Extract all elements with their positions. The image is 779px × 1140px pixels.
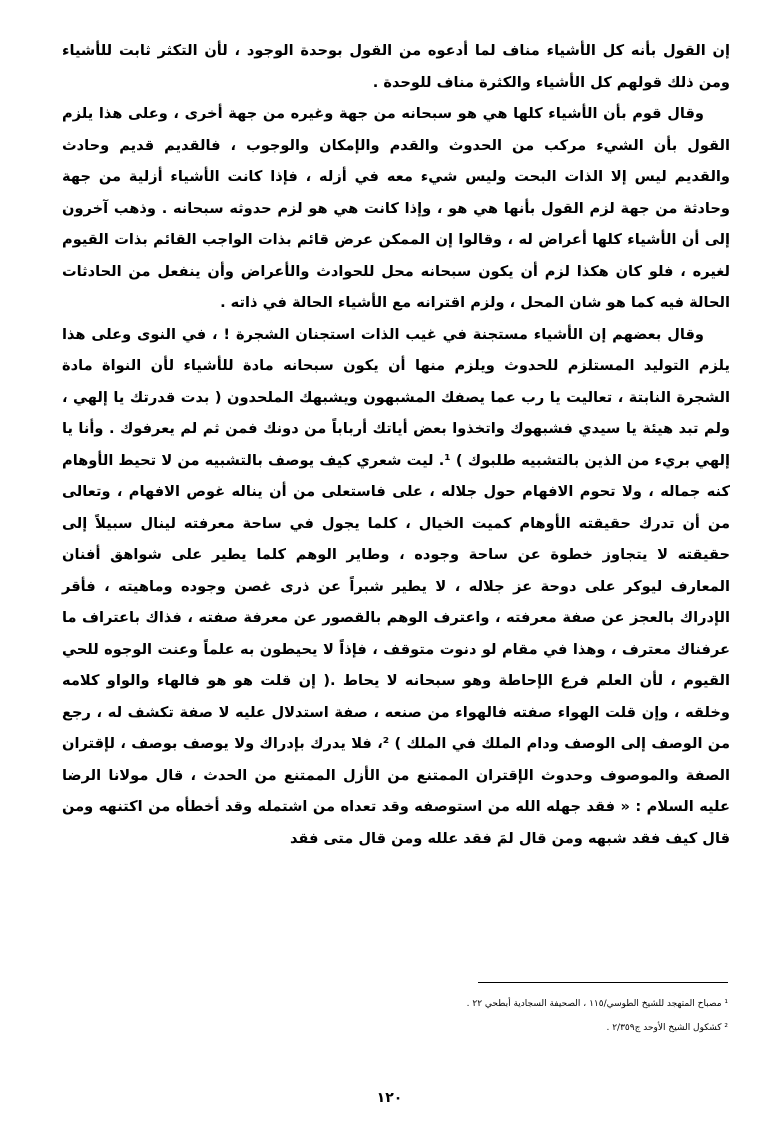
paragraph-1: إن القول بأنه كل الأشياء مناف لما أدعوه من القول بوحدة الوجود ، لأن التكثر ثابت للأشياء ومن ذلك قولهم كل الأشياء والكثرة مناف للوحدة .: [62, 42, 730, 91]
footnote-1: ¹ مصباح المتهجد للشيخ الطوسي/١١٥ ، الصحيفة السجادية أبطحي ٢٢ .: [466, 999, 728, 1009]
page-number: ١٢٠: [376, 1090, 403, 1106]
paragraph-2: وقال قوم بأن الأشياء كلها هي هو سبحانه من جهة وغيره من جهة أخرى ، وعلى هذا يلزم القول بأن الشيء مركب من الحدوث والقدم والإمكان والوجوب ، فالقديم قديم وحادث والقديم ليس إلا الذات البحت وليس شيء معه في أزله ، فإذا كانت الأشياء أزلية من جهة وحادثة من جهة لزم القول بأنها هي هو ، وإذا كانت هي هو لزم حدوثه سبحانه . وذهب آخرون إلى أن الأشياء كلها أعراض له ، وقالوا إن الممكن عرض قائم بذات الواجب القائم بذات القيوم لغيره ، فلو كان هكذا لزم أن يكون سبحانه محل للحوادث والأعراض وأن ينفعل من الحادثات الحالة فيه كما هو شان المحل ، ولزم اقترانه مع الأشياء الحالة في ذاته .: [62, 105, 730, 311]
footnote-divider: [478, 982, 728, 983]
footnotes: [308, 992, 728, 1040]
main-text-block: [62, 35, 730, 854]
footnote-2: ² كشكول الشيخ الأوحد ج٢/٣٥٩ .: [606, 1023, 728, 1033]
paragraph-3: وقال بعضهم إن الأشياء مستجنة في غيب الذات استجنان الشجرة ! ، في النوى وعلى هذا يلزم التوليد المستلزم للحدوث ويلزم منها أن يكون سبحانه مادة للأشياء لأن النواة مادة الشجرة النابتة ، تعاليت يا رب عما يصفك المشبهون ويشبهك الملحدون ( بدت قدرتك يا إلهي ، ولم تبد هيئة يا سيدي فشبهوك واتخذوا بعض أياتك أرباباً من دونك فمن ثم لم يعرفوك . وأنا يا إلهي بريء من الذين بالتشبيه طلبوك ) ¹. ليت شعري كيف يوصف بالتشبيه من لا تحيط الأوهام كنه جماله ، ولا تحوم الافهام حول جلاله ، على فاستعلى من أن يناله غوص الافهام ، وتعالى من أن تدرك حقيقته الأوهام كميت الخيال ، كلما يجول في ساحة معرفته لينال سبيلاً إلى حقيقته لا يتجاوز خطوة عن ساحة وجوده ، وطاير الوهم كلما يطير على شواهق أفنان المعارف ليوكر على دوحة عز جلاله ، لا يطير شبراً عن ذرى غصن وجوده وماهيته ، فأقر الإدراك بالعجز عن صفة معرفته ، واعترف الوهم بالقصور عن معرفة صفته ، فذاك باعتراف ما عرفناك معترف ، وهذا في مقام لو دنوت متوقف ، فإذاً لا يحيطون به علماً وعنت الوجوه للحي القيوم ، لأن العلم فرع الإحاطة وهو سبحانه لا يحاط .( إن قلت هو هو فالهاء والواو كلامه وخلقه ، وإن قلت الهواء صفته فالهواء من صنعه ، صفة استدلال عليه لا صفة تكشف له ، رجع من الوصف إلى الوصف ودام الملك في الملك ) ²، فلا يدرك بإدراك ولا يوصف بوصف ، لإقتران الصفة والموصوف وحدوث الإقتران الممتنع من الأزل الممتنع من الحدث ، قال مولانا الرضا عليه السلام : « فقد جهله الله من استوصفه وقد تعداه من اشتمله وقد أخطأه من اكتنهه ومن قال كيف فقد شبهه ومن قال لمَ فقد علله ومن قال متى فقد: [62, 325, 731, 847]
